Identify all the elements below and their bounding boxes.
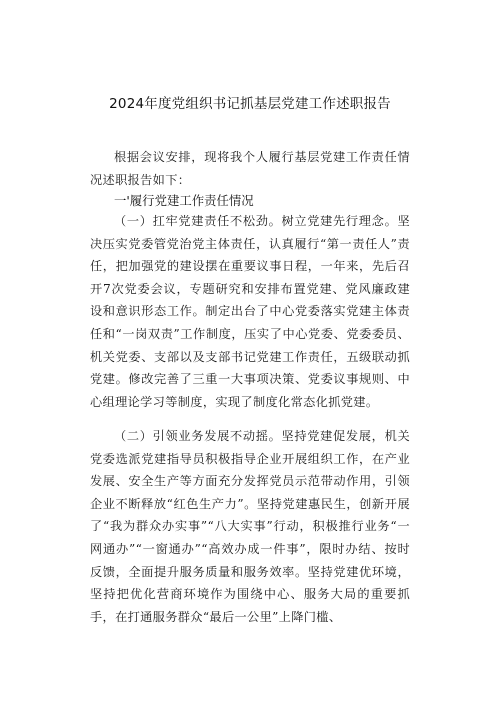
- section-heading: 一'履行党建工作责任情况: [114, 193, 254, 208]
- body-paragraph-2: （二）引领业务发展不动摇。坚持党建促发展，机关党委选派党建指导员积极指导企业开展组织工作，在产业发展、安全生产等方面充分发挥党员示范带动作用，引领企业不断释放“红色生产力”。坚持党建惠民生，创新开展了“我为群众办实事”“八大实事”行动，积极推行业务“一网通办”“一窗通办”“高效办成一件事”，限时办结、按时反馈，全面提升服务质量和服务效率。坚持党建优环境，坚持把优化营商环境作为围绕中心、服务大局的重要抓手，在打通服务群众“最后一公里”上降门槛、: [90, 429, 410, 624]
- intro-paragraph: 根据会议安排，现将我个人履行基层党建工作责任情况述职报告如下：: [90, 150, 410, 187]
- body-paragraph-1: （一）扛牢党建责任不松劲。树立党建先行理念。坚决压实党委管党治党主体责任，认真履行“第一责任人”责任，把加强党的建设摆在重要议事日程，一年来，先后召开7次党委会议，专题研究和安排布置党建、党风廉政建设和意识形态工作。制定出台了中心党委落实党建主体责任和“一岗双责”工作制度，压实了中心党委、党委委员、机关党委、支部以及支部书记党建工作责任，五级联动抓党建。修改完善了三重一大事项决策、党委议事规则、中心组理论学习等制度，实现了制度化常态化抓党建。: [90, 214, 410, 409]
- document-title: 2024年度党组织书记抓基层党建工作述职报告: [109, 96, 391, 112]
